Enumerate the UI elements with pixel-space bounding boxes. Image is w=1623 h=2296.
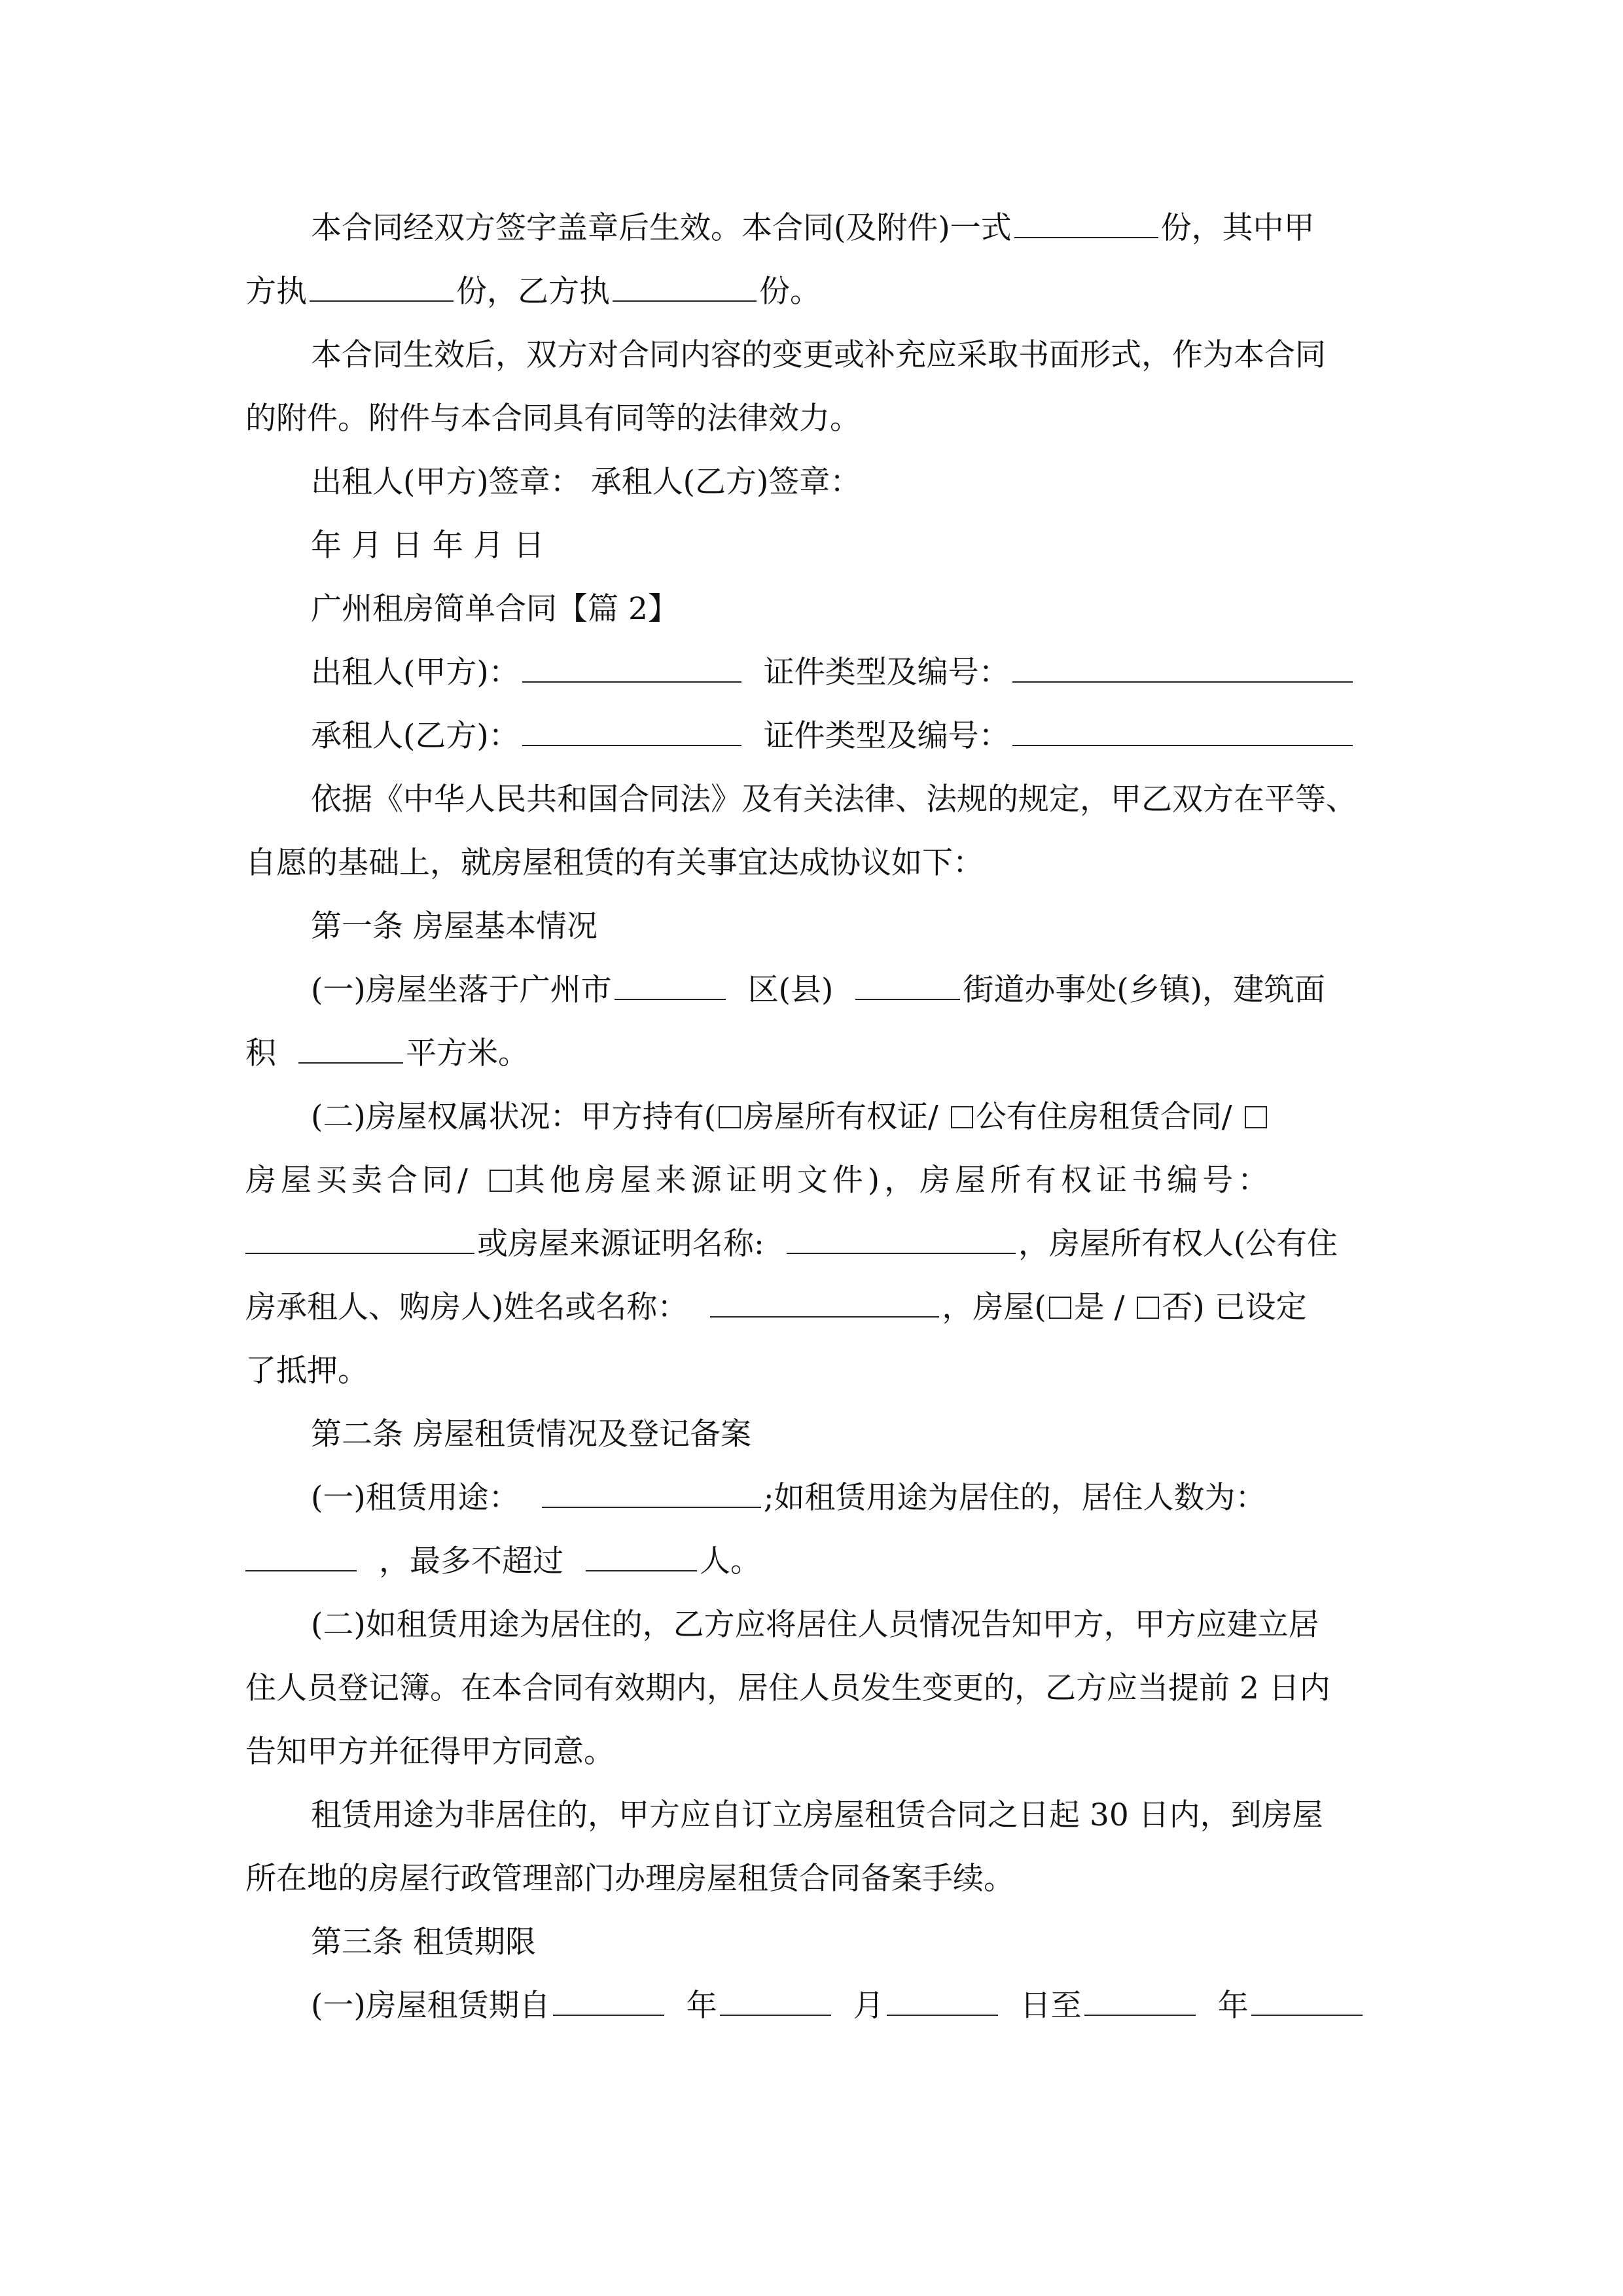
text-line: 本合同生效后，双方对合同内容的变更或补充应采取书面形式，作为本合同: [311, 337, 1326, 373]
blank-field: [855, 962, 960, 1000]
text-segment: 其他房屋来源证明文件)，房屋所有权证书编号：: [514, 1162, 1274, 1198]
blank-field: [586, 1534, 697, 1571]
text-line: [245, 1149, 1378, 1212]
text-segment: 证件类型及编号：: [763, 655, 1010, 691]
text-line: [245, 1276, 1378, 1339]
blank-field: [1084, 1978, 1196, 2016]
text-segment: 方执: [245, 274, 307, 310]
text-segment: 出租人(甲方)：: [311, 655, 520, 691]
blank-field: [1012, 708, 1353, 746]
text-line: [245, 1466, 1378, 1530]
text-segment: 区(县): [747, 972, 834, 1008]
text-line: [245, 1530, 1378, 1593]
blank-field: [245, 1216, 474, 1254]
text-line: [245, 704, 1378, 768]
blank-field: [298, 1026, 403, 1064]
text-line: [245, 958, 1378, 1022]
text-segment: 积: [245, 1035, 276, 1071]
text-segment: ，房屋(: [942, 1289, 1046, 1325]
blank-field: [245, 1534, 357, 1571]
text-segment: 年: [1217, 1988, 1249, 2024]
text-line: 所在地的房屋行政管理部门办理房屋租赁合同备案手续。: [245, 1861, 1014, 1897]
date-line: 年 月 日 年 月 日: [311, 528, 544, 564]
blank-field: [787, 1216, 1016, 1254]
blank-field: [710, 1280, 939, 1318]
blank-field: [542, 1470, 761, 1508]
blank-field: [310, 264, 454, 302]
text-line: [245, 1212, 1378, 1276]
text-line: 了抵押。: [245, 1353, 368, 1389]
text-line: 告知甲方并征得甲方同意。: [245, 1734, 615, 1770]
blank-field: [522, 645, 741, 683]
text-segment: 年: [686, 1988, 717, 2024]
text-segment: 份，其中甲: [1160, 210, 1315, 246]
text-segment: 房屋所有权证/: [743, 1099, 948, 1135]
text-segment: ，最多不超过: [379, 1543, 563, 1579]
text-segment: ，房屋所有权人(公有住: [1018, 1226, 1338, 1262]
text-segment: 平方米。: [406, 1035, 529, 1071]
text-line: 自愿的基础上，就房屋租赁的有关事宜达成协议如下：: [245, 845, 984, 881]
text-line: [245, 196, 1378, 260]
text-segment: 人。: [700, 1543, 761, 1579]
blank-field: [887, 1978, 998, 2016]
text-segment: 房屋买卖合同/: [245, 1162, 487, 1198]
checkbox-icon: [951, 1106, 973, 1128]
text-line: [245, 1974, 1378, 2037]
text-line: 住人员登记簿。在本合同有效期内，居住人员发生变更的，乙方应当提前 2 日内: [245, 1670, 1330, 1706]
blank-field: [1014, 200, 1158, 238]
text-segment: (一)租赁用途：: [311, 1480, 520, 1516]
text-line: 的附件。附件与本合同具有同等的法律效力。: [245, 401, 861, 437]
text-segment: 证件类型及编号：: [763, 718, 1010, 754]
text-segment: (一)房屋坐落于广州市: [311, 972, 612, 1008]
text-segment: 是 /: [1073, 1289, 1135, 1325]
text-segment: 份。: [759, 274, 821, 310]
section-title: 广州租房简单合同【篇 2】: [311, 591, 679, 627]
text-line: [245, 260, 1378, 323]
text-segment: 否) 已设定: [1162, 1289, 1307, 1325]
article-heading: 第一条 房屋基本情况: [311, 908, 597, 944]
checkbox-icon: [1245, 1106, 1267, 1128]
text-segment: ;如租赁用途为居住的，居住人数为：: [763, 1480, 1266, 1516]
text-line: (二)如租赁用途为居住的，乙方应将居住人员情况告知甲方，甲方应建立居: [311, 1607, 1319, 1643]
text-line: 租赁用途为非居住的，甲方应自订立房屋租赁合同之日起 30 日内，到房屋: [311, 1797, 1323, 1833]
text-line: [245, 1022, 1378, 1085]
text-segment: 承租人(乙方)：: [311, 718, 520, 754]
text-segment: (二)房屋权属状况：甲方持有(: [311, 1099, 717, 1135]
checkbox-icon: [1137, 1297, 1159, 1319]
blank-field: [613, 264, 757, 302]
text-segment: 日至: [1020, 1988, 1082, 2024]
blank-field: [1012, 645, 1353, 683]
text-segment: 月: [853, 1988, 884, 2024]
text-line: [245, 641, 1378, 704]
text-segment: 街道办事处(乡镇)，建筑面: [963, 972, 1326, 1008]
text-segment: 或房屋来源证明名称:: [477, 1226, 764, 1262]
text-segment: 公有住房租赁合同/: [975, 1099, 1242, 1135]
article-heading: 第三条 租赁期限: [311, 1924, 536, 1960]
text-segment: 份，乙方执: [456, 274, 610, 310]
blank-field: [1251, 1978, 1363, 2016]
blank-field: [553, 1978, 664, 2016]
signature-line: 出租人(甲方)签章： 承租人(乙方)签章：: [311, 464, 861, 500]
text-segment: 本合同经双方签字盖章后生效。本合同(及附件)一式: [311, 210, 1012, 246]
blank-field: [522, 708, 741, 746]
text-segment: 房承租人、购房人)姓名或名称：: [245, 1289, 688, 1325]
checkbox-icon: [490, 1170, 512, 1192]
text-segment: (一)房屋租赁期自: [311, 1988, 550, 2024]
text-line: [245, 1085, 1378, 1149]
checkbox-icon: [1049, 1297, 1071, 1319]
text-line: 依据《中华人民共和国合同法》及有关法律、法规的规定，甲乙双方在平等、: [311, 781, 1357, 817]
blank-field: [615, 962, 726, 1000]
article-heading: 第二条 房屋租赁情况及登记备案: [311, 1416, 751, 1452]
blank-field: [720, 1978, 831, 2016]
checkbox-icon: [719, 1106, 741, 1128]
